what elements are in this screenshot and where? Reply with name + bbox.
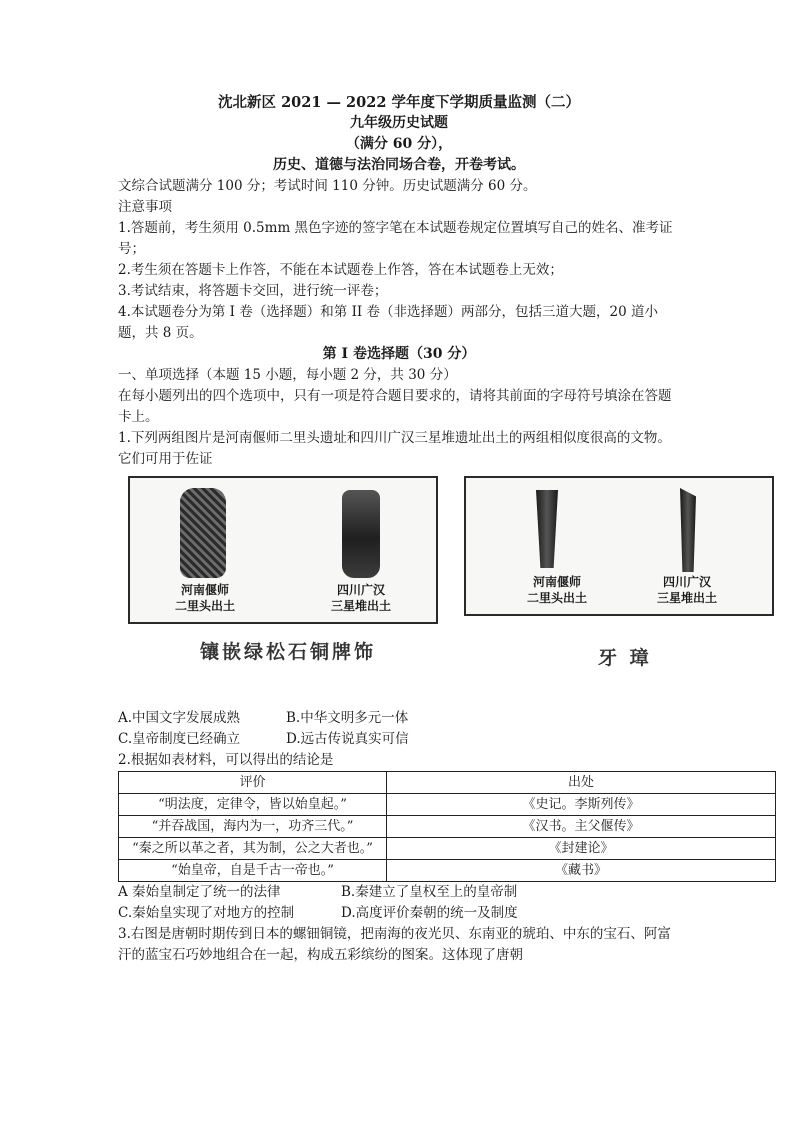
part-heading: 一、单项选择（本题 15 小题，每小题 2 分，共 30 分） (118, 367, 457, 383)
option-b: B.中华文明多元一体 (286, 710, 409, 726)
bronze-plaque-image-right (342, 490, 380, 578)
table-cell: “并吞战国，海内为一，功齐三代。” (119, 816, 387, 838)
figure-label-erlitou: 河南偃师 二里头出土 (174, 583, 235, 613)
notice-item: 4.本试题卷分为第 I 卷（选择题）和第 II 卷（非选择题）两部分，包括三道大题，20 道小题，共 8 页。 (118, 304, 659, 341)
option-d: D.高度评价秦朝的统一及制度 (341, 905, 518, 921)
option-c: C.皇帝制度已经确立 (118, 731, 241, 747)
table-header-row (119, 772, 776, 794)
exam-intro: 文综合试题满分 100 分；考试时间 110 分钟。历史试题满分 60 分。 (118, 178, 537, 194)
notice-heading: 注意事项 (118, 199, 172, 215)
table-header: 评价 (119, 772, 387, 794)
table-cell: 《汉书。主父偃传》 (387, 816, 776, 838)
notice-item: 3.考试结束，将答题卡交回，进行统一评卷； (118, 283, 388, 299)
question-2-options-row2 (118, 903, 778, 924)
option-a: A 秦始皇制定了统一的法律 (118, 884, 281, 900)
figure-label-erlitou: 河南偃师 二里头出土 (526, 575, 587, 605)
option-b: B.秦建立了皇权至上的皇帝制 (341, 884, 518, 900)
notice-item: 1.答题前，考生须用 0.5mm 黑色字迹的签字笔在本试题卷规定位置填写自己的姓名、准考证号； (118, 220, 673, 257)
question-2-table (118, 771, 776, 882)
question-1-options-row2 (118, 729, 778, 750)
question-1-figures (128, 476, 794, 708)
page-content (118, 92, 680, 470)
table-cell: 《封建论》 (387, 838, 776, 860)
yazhang-image-left (536, 490, 558, 568)
figure-caption-plaques: 镶嵌绿松石铜牌饰 (200, 641, 377, 663)
option-a: A.中国文字发展成熟 (118, 710, 241, 726)
table-cell: “始皇帝，自是千古一帝也。” (119, 860, 387, 882)
exam-subtitle: 九年级历史试题 (350, 115, 448, 131)
table-header: 出处 (387, 772, 776, 794)
table-row (119, 838, 776, 860)
question-3-stem: 3.右图是唐朝时期传到日本的螺钿铜镜，把南海的夜光贝、东南亚的琥珀、中东的宝石、阿富汗的蓝宝石巧妙地组合在一起，构成五彩缤纷的图案。这体现了唐朝 (118, 926, 671, 963)
option-d: D.远古传说真实可信 (286, 731, 409, 747)
section-heading: 第 I 卷选择题（30 分） (322, 346, 476, 362)
question-2-stem: 2.根据如表材料，可以得出的结论是 (118, 752, 334, 768)
figure-label-sanxingdui: 四川广汉 三星堆出土 (330, 583, 391, 613)
option-c: C.秦始皇实现了对地方的控制 (118, 905, 295, 921)
exam-title: 沈北新区 2021 — 2022 学年度下学期质量监测（二） (218, 94, 580, 111)
yazhang-image-right (680, 488, 696, 572)
figure-label-sanxingdui: 四川广汉 三星堆出土 (656, 575, 717, 605)
table-row (119, 794, 776, 816)
exam-score: （满分 60 分）， (345, 136, 453, 152)
notice-item: 2.考生须在答题卡上作答，不能在本试题卷上作答，答在本试题卷上无效； (118, 262, 563, 278)
question-2-options (118, 882, 778, 903)
table-row (119, 860, 776, 882)
figure-bronze-plaques (128, 476, 438, 624)
question-1-options (118, 708, 778, 729)
question-1-stem: 1.下列两组图片是河南偃师二里头遗址和四川广汉三星堆遗址出土的两组相似度很高的文物。它们可用于佐证 (118, 430, 671, 467)
bronze-plaque-image-left (180, 488, 226, 578)
table-cell: 《史记。李斯列传》 (387, 794, 776, 816)
table-cell: “明法度，定律令，皆以始皇起。” (119, 794, 387, 816)
figure-caption-yazhang: 牙 璋 (598, 647, 652, 669)
figure-yazhang (464, 476, 774, 616)
table-cell: “秦之所以革之者，其为制，公之大者也。” (119, 838, 387, 860)
table-row (119, 816, 776, 838)
part-instruction: 在每小题列出的四个选项中，只有一项是符合题目要求的，请将其前面的字母符号填涂在答题卡上。 (118, 388, 672, 425)
exam-note: 历史、道德与法治同场合卷，开卷考试。 (273, 157, 525, 173)
question-block (118, 708, 778, 966)
table-cell: 《藏书》 (387, 860, 776, 882)
